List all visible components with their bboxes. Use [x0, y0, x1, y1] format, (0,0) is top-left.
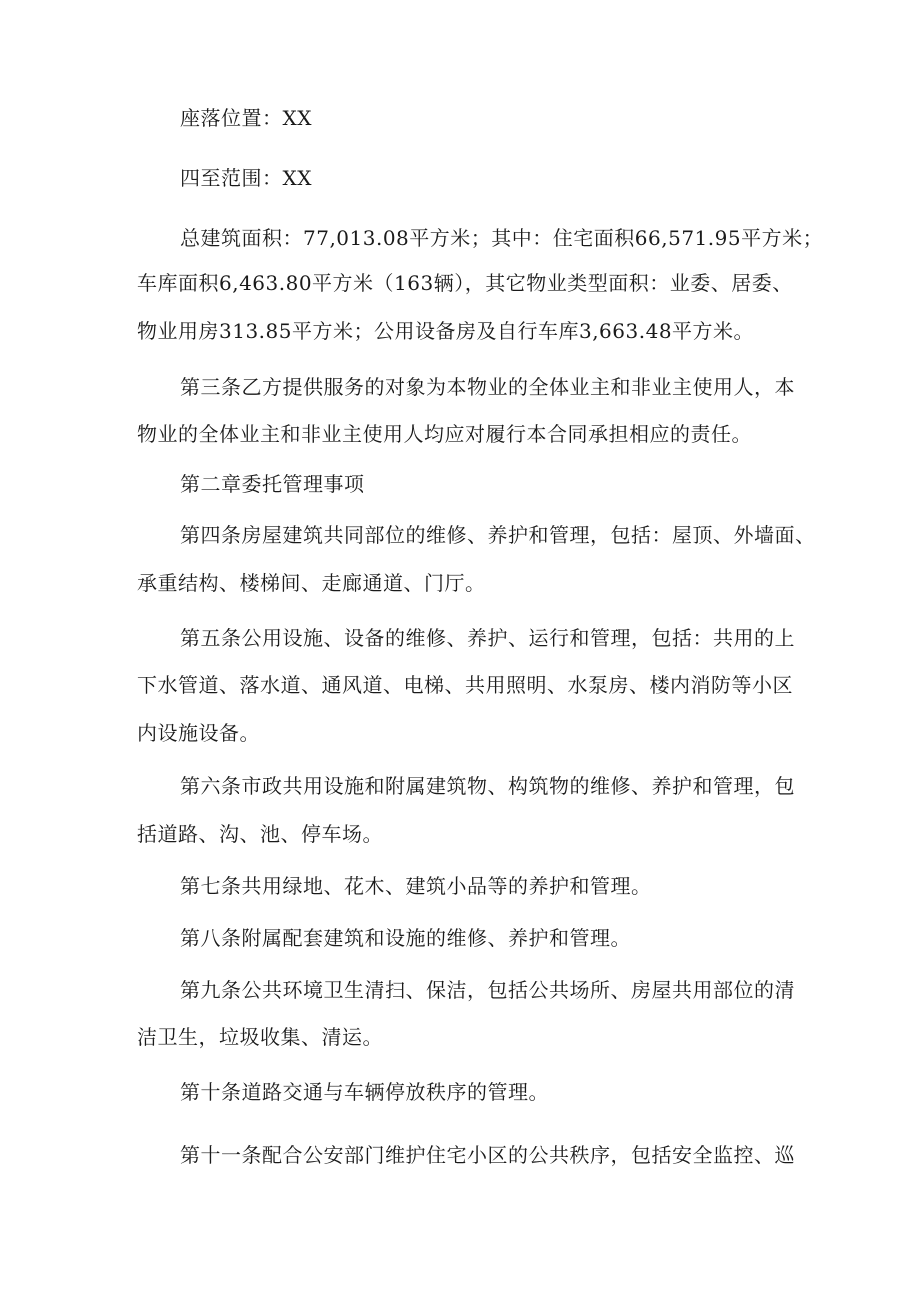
- chapter-2-heading: 第二章委托管理事项: [180, 472, 365, 496]
- article-9-line-1: 第九条公共环境卫生清扫、保洁，包括公共场所、房屋共用部位的清: [180, 978, 795, 1002]
- boundary-line: 四至范围：XX: [180, 166, 312, 190]
- article-5-line-2: 下水管道、落水道、通风道、电梯、共用照明、水泵房、楼内消防等小区: [137, 673, 793, 697]
- area-line-2: 车库面积6,463.80平方米（163辆），其它物业类型面积：业委、居委、: [137, 271, 793, 295]
- article-3-line-2: 物业的全体业主和非业主使用人均应对履行本合同承担相应的责任。: [137, 422, 752, 446]
- article-5-line-1: 第五条公用设施、设备的维修、养护、运行和管理，包括：共用的上: [180, 626, 795, 650]
- article-3-line-1: 第三条乙方提供服务的对象为本物业的全体业主和非业主使用人，本: [180, 375, 795, 399]
- article-10-line: 第十条道路交通与车辆停放秩序的管理。: [180, 1080, 549, 1104]
- location-line: 座落位置：XX: [180, 106, 312, 130]
- article-4-line-2: 承重结构、楼梯间、走廊通道、门厅。: [137, 571, 486, 595]
- area-line-1: 总建筑面积：77,013.08平方米；其中：住宅面积66,571.95平方米；: [180, 226, 824, 250]
- article-5-line-3: 内设施设备。: [137, 721, 260, 745]
- article-6-line-2: 括道路、沟、池、停车场。: [137, 822, 383, 846]
- article-4-line-1: 第四条房屋建筑共同部位的维修、养护和管理，包括：屋顶、外墙面、: [180, 523, 816, 547]
- article-6-line-1: 第六条市政共用设施和附属建筑物、构筑物的维修、养护和管理，包: [180, 774, 795, 798]
- article-11-line-1: 第十一条配合公安部门维护住宅小区的公共秩序，包括安全监控、巡: [180, 1143, 795, 1167]
- article-7-line: 第七条共用绿地、花木、建筑小品等的养护和管理。: [180, 874, 652, 898]
- article-8-line: 第八条附属配套建筑和设施的维修、养护和管理。: [180, 926, 631, 950]
- area-line-3: 物业用房313.85平方米；公用设备房及自行车库3,663.48平方米。: [137, 319, 755, 343]
- article-9-line-2: 洁卫生，垃圾收集、清运。: [137, 1025, 383, 1049]
